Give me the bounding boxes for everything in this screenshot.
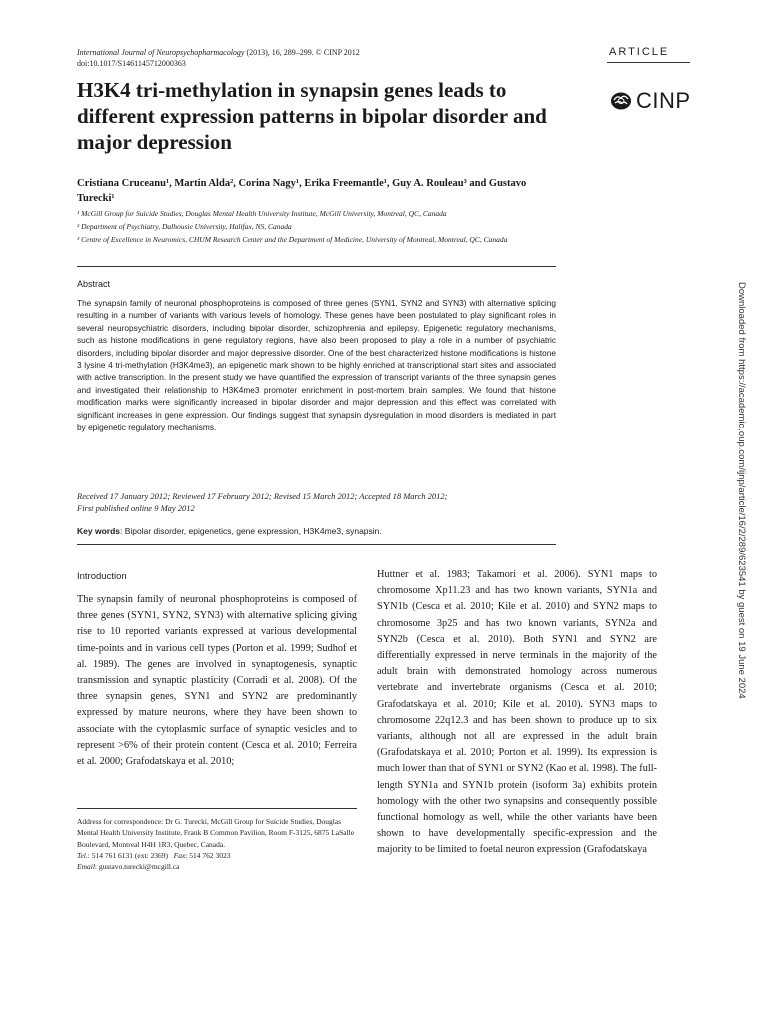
doi[interactable]: doi:10.1017/S1461145712000363 <box>77 59 186 68</box>
abstract-heading: Abstract <box>77 279 111 289</box>
email-label: Email <box>77 862 95 872</box>
correspondence-address: Address for correspondence: Dr G. Turecki, McGill Group for Suicide Studies, Douglas Mental Health University Institute, Frank B Common Pavilion, Room F-3125, 6875 LaSalle Boulevard, Montreal H4H 1R3, Quebec, Canada. <box>77 817 355 849</box>
article-title: H3K4 tri-methylation in synapsin genes leads to different expression patterns in bipolar disorder and major depression <box>77 78 547 154</box>
journal-name: International Journal of Neuropsychopharmacology <box>77 48 245 57</box>
body-column-right <box>377 567 657 859</box>
tel-label: Tel. <box>77 850 88 860</box>
introduction-heading: Introduction <box>77 571 127 582</box>
article-label: ARTICLE <box>609 46 670 58</box>
dates-line-1: Received 17 January 2012; Reviewed 17 February 2012; Revised 15 March 2012; Accepted 18 March 2012; <box>77 491 448 501</box>
abstract-text: The synapsin family of neuronal phosphoproteins is composed of three genes (SYN1, SYN2 and SYN3) with alternative splicing resulting in a number of variants with various levels of homology. These genes have been postulated to play significant roles in several neuropsychiatric disorders, including bipolar disorder, schizophrenia and epilepsy. Epigenetic regulatory mechanisms, such as histone modifications in gene regulatory regions, have also been proposed to play a role in a number of psychiatric disorders, including bipolar disorder and major depressive disorder. One of the best characterized histone modifications is histone 3 lysine 4 tri-methylation (H3K4me3), an epigenetic mark shown to be highly enriched at transcriptional start sites and associated with active transcription. In the present study we have quantified the expression of transcript variants of the three synapsin genes and investigated their relationship to H3K4me3 promoter enrichment in post-mortem brain samples. We found that histone modification marks were significantly increased in bipolar disorder and major depression and this effect was correlated with significant increases in gene expression. Our findings suggest that synapsin dysregulation in mood disorders is mediated in part by epigenetic regulatory mechanisms. <box>77 298 556 433</box>
keywords-text: : Bipolar disorder, epigenetics, gene expression, H3K4me3, synapsin. <box>120 526 382 536</box>
keywords-label: Key words <box>77 526 120 536</box>
affiliation-3: ³ Centre of Excellence in Neuromics, CHUM Research Center and the Department of Medicine, University of Montreal, Montreal, QC, Canada <box>77 235 508 244</box>
affiliation-1: ¹ McGill Group for Suicide Studies, Douglas Mental Health University Institute, McGill University, Montreal, QC, Canada <box>77 209 447 218</box>
download-watermark-text: Downloaded from https://academic.oup.com/ijnp/article/16/2/289/623541 by guest on 19 June 2024 <box>736 282 747 699</box>
fax-label: Fax <box>173 850 186 860</box>
journal-citation <box>77 47 360 69</box>
fax-value: : 514 762 3023 <box>185 850 231 860</box>
affiliation-2: ² Department of Psychiatry, Dalhousie University, Halifax, NS, Canada <box>77 222 292 231</box>
cinp-logo <box>610 88 691 114</box>
correspondence-phone-fax <box>77 850 359 861</box>
author-list: Cristiana Cruceanu¹, Martin Alda², Corina Nagy¹, Erika Freemantle¹, Guy A. Rouleau³ and Gustavo Turecki¹ <box>77 178 527 204</box>
journal-volume: (2013), 16, 289–299. © CINP 2012 <box>244 48 360 57</box>
brain-icon <box>610 91 632 111</box>
download-watermark <box>733 282 747 802</box>
abstract-bottom-rule <box>77 544 556 545</box>
email-value[interactable]: : gustavo.turecki@mcgill.ca <box>94 862 180 872</box>
header-rule <box>607 62 690 63</box>
logo-text: CINP <box>636 88 691 113</box>
intro-paragraph-left: The synapsin family of neuronal phosphoproteins is composed of three genes (SYN1, SYN2, SYN3) with alternative splicing giving rise to 10 reported variants expressed at various developmental time-points and in various cell types (Porton et al. 1999; Sudhof et al. 1989). The genes are involved in synaptogenesis, synaptic transmission and synaptic plasticity (Corradi et al. 2008). Of the three synapsin genes, SYN1 and SYN2 are predominantly expressed by mature neurons, where they have been shown to associate with the cytoplasmic surface of synaptic vesicles and to represent >6% of their protein content (Cesca et al. 2010; Ferreira et al. 2000; Grafodatskaya et al. 2010; <box>77 594 357 768</box>
publication-dates <box>77 490 556 514</box>
abstract-top-rule <box>77 266 556 267</box>
body-column-left <box>77 592 357 770</box>
correspondence-footnote <box>77 816 359 872</box>
affiliations <box>77 208 557 247</box>
intro-paragraph-right: Huttner et al. 1983; Takamori et al. 2006). SYN1 maps to chromosome Xp11.23 and has two known variants, SYN1a and SYN1b (Cesca et al. 2010; Kile et al. 2010) and SYN2 maps to chromosome 3p25 and has two known variants, SYN2a and SYN2b (Cesca et al. 2010). Both SYN1 and SYN2 are differentially expressed in nerve terminals in the majority of the adult brain with demonstrated homology across numerous vertebrate and invertebrate organisms (Cesca et al. 2010; Grafodatskaya et al. 2010; Kile et al. 2010). SYN3 maps to chromosome 22q12.3 and has been shown to produce up to six variants, although not all are expressed in the adult brain (Grafodatskaya et al. 2010; Porton et al. 1999). Its expression is much lower than that of SYN1 or SYN2 (Kao et al. 1998). The full-length SYN1a and SYN1b protein (isoform 3a) exhibits protein homology with the other two synapsins and consequently possible functional homology as well, while the other variants have been shown to have developmentally specific-expression and the majority to be limited to foetal neuron expression (Grafodatskaya <box>377 569 657 856</box>
footnote-rule <box>77 808 357 809</box>
correspondence-email <box>77 861 359 872</box>
tel-value: : 514 761 6131 (ext: 2369) <box>87 850 168 860</box>
keywords <box>77 526 556 536</box>
dates-line-2: First published online 9 May 2012 <box>77 503 195 513</box>
